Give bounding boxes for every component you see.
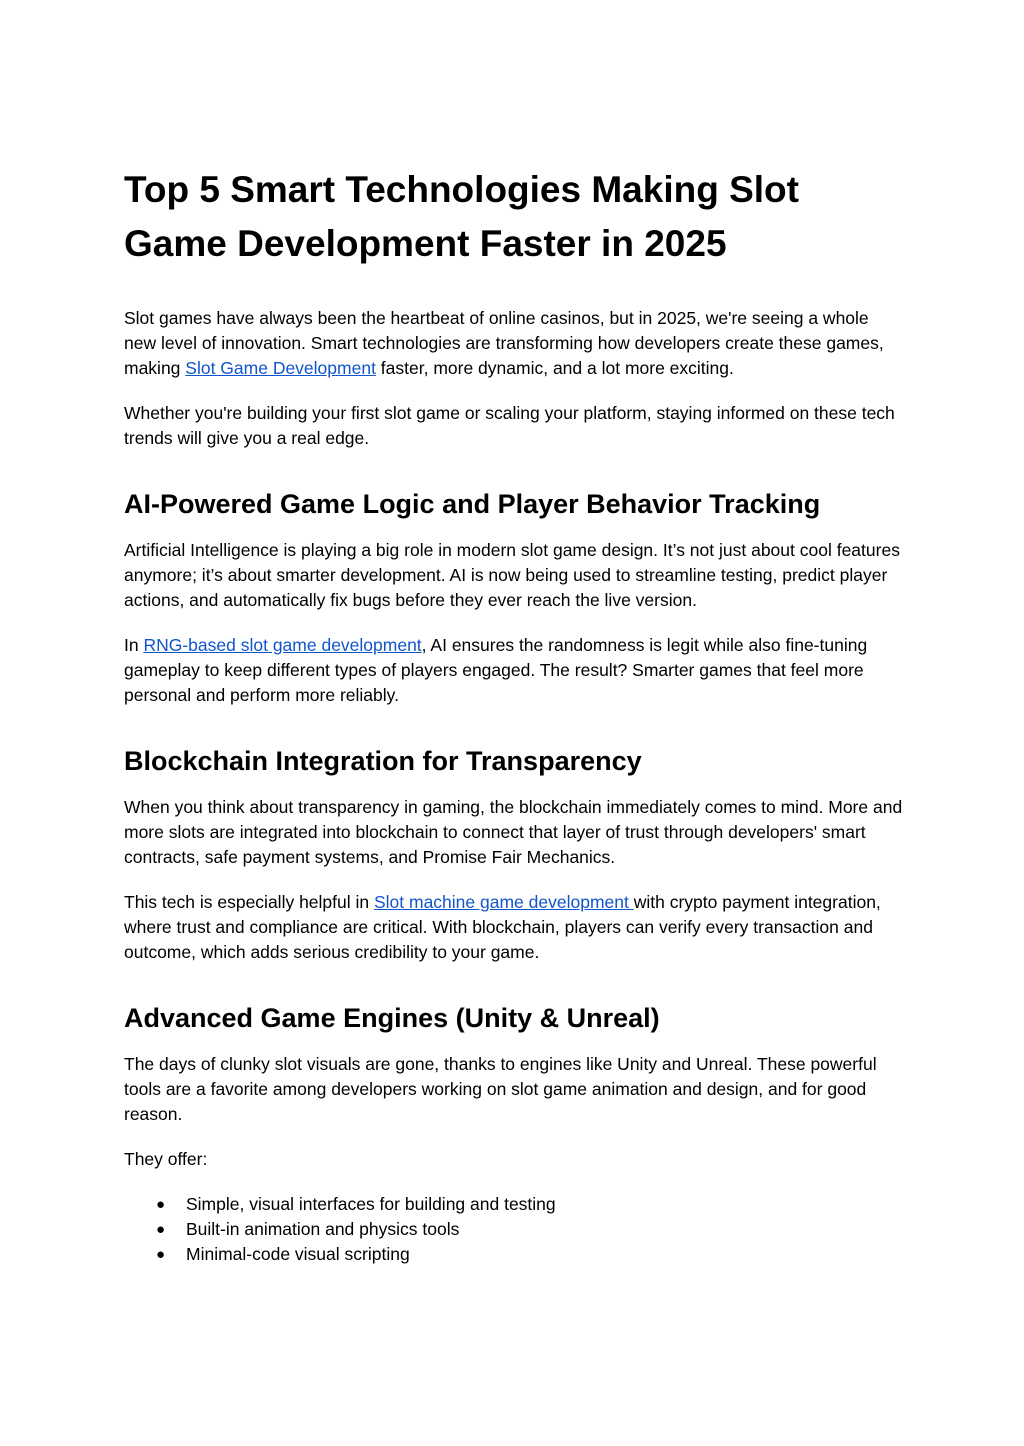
ai-paragraph-1: Artificial Intelligence is playing a big role in modern slot game design. It’s not just about cool features anymore; it’s about smarter development. AI is now being used to streamline testing, predict player actions, and automatically fix bugs before they ever reach the live version.	[124, 540, 900, 610]
list-item-text: Minimal-code visual scripting	[186, 1244, 410, 1264]
slot-game-development-link[interactable]: Slot Game Development	[185, 358, 376, 378]
rng-slot-game-development-link[interactable]: RNG-based slot game development	[143, 635, 422, 655]
document-title: Top 5 Smart Technologies Making Slot Game Development Faster in 2025	[124, 169, 799, 264]
list-item-text: Built-in animation and physics tools	[186, 1219, 460, 1239]
list-item	[124, 1217, 904, 1242]
intro-paragraph-1	[124, 306, 904, 381]
document-page	[124, 163, 904, 1267]
intro-text-before-link: Slot games have always been the heartbeat of online casinos, but in 2025, we're seeing a whole new level of innovation. Smart technologies are transforming how developers create these games, making	[124, 308, 884, 378]
section-heading-engines: Advanced Game Engines (Unity & Unreal)	[124, 1003, 660, 1033]
engines-paragraph-2: They offer:	[124, 1149, 208, 1169]
ai-text-before-link: In	[124, 635, 144, 655]
ai-paragraph-2	[124, 633, 904, 708]
list-item	[124, 1192, 904, 1217]
blockchain-paragraph-2	[124, 890, 904, 965]
section-heading-blockchain: Blockchain Integration for Transparency	[124, 746, 642, 776]
bullet-dot-icon: ●	[156, 1196, 166, 1213]
ai-text-after-link: , AI ensures the randomness is legit while also fine-tuning gameplay to keep different types of players engaged. The result? Smarter games that feel more personal and perform more reliably.	[124, 635, 868, 705]
intro-paragraph-2: Whether you're building your first slot game or scaling your platform, staying informed on these tech trends will give you a real edge.	[124, 403, 895, 448]
blockchain-paragraph-1: When you think about transparency in gaming, the blockchain immediately comes to mind. More and more slots are integrated into blockchain to connect that layer of trust through developers' smart contracts, safe payment systems, and Promise Fair Mechanics.	[124, 797, 903, 867]
intro-text-after-link: faster, more dynamic, and a lot more exciting.	[375, 358, 734, 378]
list-item-text: Simple, visual interfaces for building and testing	[186, 1194, 556, 1214]
blockchain-text-before-link: This tech is especially helpful in	[124, 892, 374, 912]
list-item	[124, 1242, 904, 1267]
bullet-dot-icon: ●	[156, 1246, 166, 1263]
engines-feature-list	[124, 1192, 904, 1267]
section-heading-ai: AI-Powered Game Logic and Player Behavior Tracking	[124, 489, 821, 519]
bullet-dot-icon: ●	[156, 1221, 166, 1238]
blockchain-text-after-link: with crypto payment integration, where trust and compliance are critical. With blockchain, players can verify every transaction and outcome, which adds serious credibility to your game.	[124, 892, 881, 962]
engines-paragraph-1: The days of clunky slot visuals are gone, thanks to engines like Unity and Unreal. These powerful tools are a favorite among developers working on slot game animation and design, and for good reason.	[124, 1054, 877, 1124]
slot-machine-game-development-link[interactable]: Slot machine game development	[373, 892, 634, 912]
